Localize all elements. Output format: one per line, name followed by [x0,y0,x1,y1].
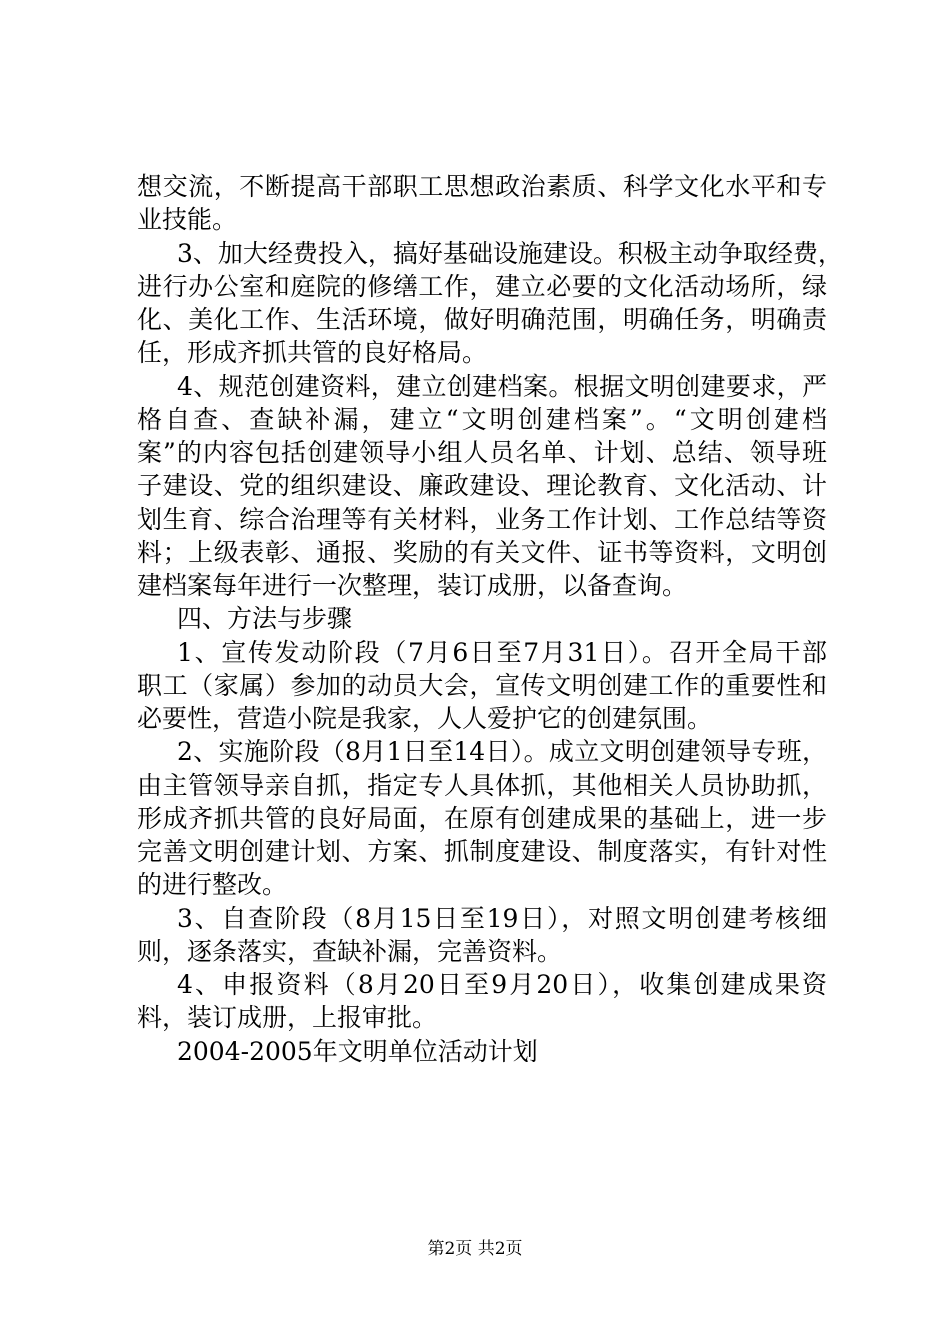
text-line: 职工（家属）参加的动员大会，宣传文明创建工作的重要性和 [137,671,827,700]
text-line: 2、实施阶段（8月1日至14日）。成立文明创建领导专班， [177,737,827,766]
section-heading: 四、方法与步骤 [177,604,353,633]
text-line: 料，装订成册，上报审批。 [137,1003,438,1032]
text-line: 建档案每年进行一次整理，装订成册，以备查询。 [137,571,688,600]
text-line: 3、自查阶段（8月15日至19日），对照文明创建考核细 [177,904,827,933]
text-line: 完善文明创建计划、方案、抓制度建设、制度落实，有针对性 [137,837,827,866]
page-number: 第2页 共2页 [427,1239,523,1259]
text-line: 4、申报资料（8月20日至9月20日），收集创建成果资 [177,970,827,999]
text-line: 由主管领导亲自抓，指定专人具体抓，其他相关人员协助抓， [137,771,827,800]
text-line: 的进行整改。 [137,870,288,899]
text-line: 案”的内容包括创建领导小组人员名单、计划、总结、领导班 [137,438,827,467]
text-line: 4、规范创建资料，建立创建档案。根据文明创建要求，严 [177,372,827,401]
text-line: 任，形成齐抓共管的良好格局。 [137,338,488,367]
text-line: 料；上级表彰、通报、奖励的有关文件、证书等资料，文明创 [137,538,827,567]
text-line: 格自查、查缺补漏，建立“文明创建档案”。“文明创建档 [137,405,827,434]
text-line: 化、美化工作、生活环境，做好明确范围，明确任务，明确责 [137,305,827,334]
text-line: 则，逐条落实，查缺补漏，完善资料。 [137,937,563,966]
text-line: 3、加大经费投入，搞好基础设施建设。积极主动争取经费， [177,239,843,268]
text-line: 子建设、党的组织建设、廉政建设、理论教育、文化活动、计 [137,471,827,500]
text-line: 业技能。 [137,205,238,234]
text-line: 划生育、综合治理等有关材料，业务工作计划、工作总结等资 [137,505,827,534]
text-line: 形成齐抓共管的良好局面，在原有创建成果的基础上，进一步 [137,804,827,833]
text-line: 1、宣传发动阶段（7月6日至7月31日）。召开全局干部 [177,638,827,667]
text-line: 想交流，不断提高干部职工思想政治素质、科学文化水平和专 [137,172,827,201]
text-line: 进行办公室和庭院的修缮工作，建立必要的文化活动场所，绿 [137,272,827,301]
text-line: 必要性，营造小院是我家，人人爱护它的创建氛围。 [137,704,713,733]
document-title-line: 2004-2005年文明单位活动计划 [177,1037,538,1066]
